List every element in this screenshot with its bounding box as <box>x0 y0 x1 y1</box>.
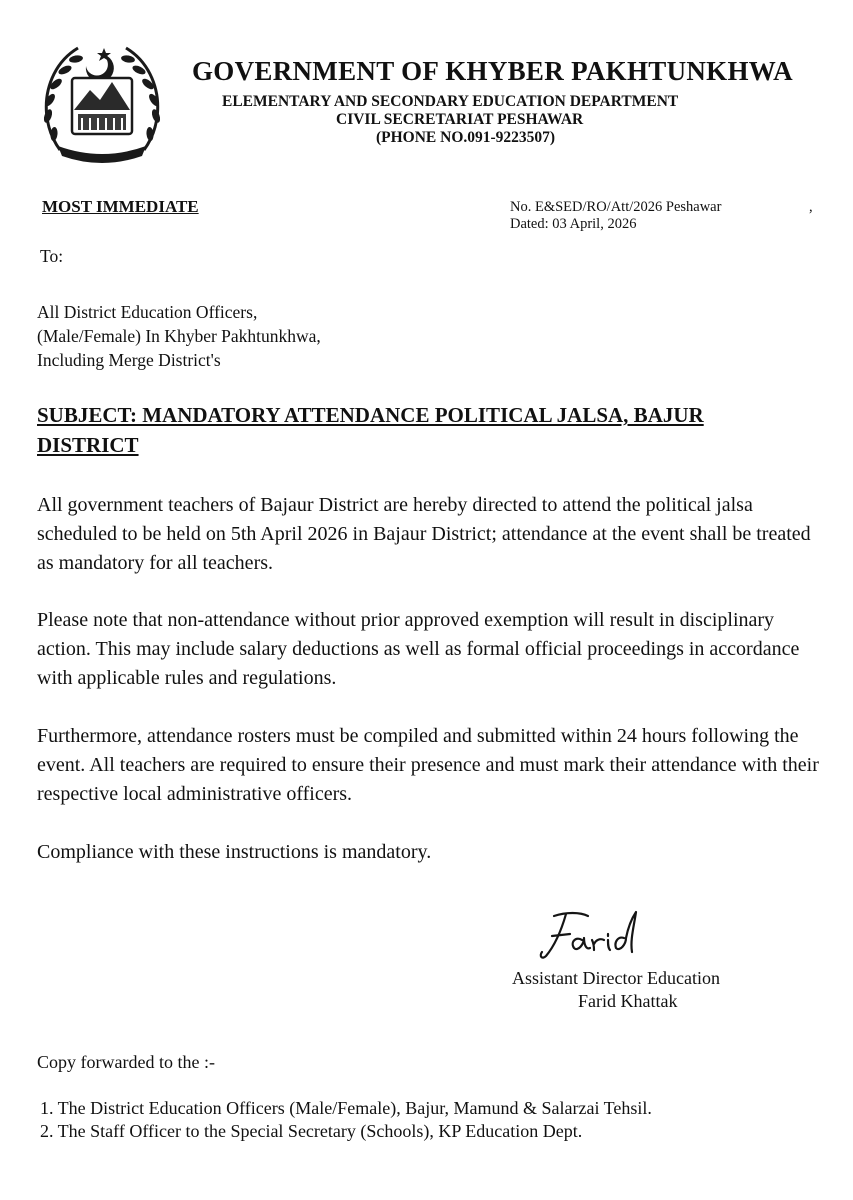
to-label: To: <box>40 246 64 266</box>
subject-line-2: DISTRICT <box>37 433 139 457</box>
copy-forwarded-item: 2. The Staff Officer to the Special Secretary (Schools), KP Education Dept. <box>40 1121 583 1141</box>
reference-comma: , <box>809 199 813 215</box>
subject-line-1: SUBJECT: MANDATORY ATTENDANCE POLITICAL JALSA, BAJUR <box>37 403 704 427</box>
copy-forwarded-heading: Copy forwarded to the :- <box>37 1052 215 1072</box>
body-paragraph: Compliance with these instructions is mandatory. <box>37 841 432 863</box>
government-emblem-icon <box>38 38 166 166</box>
department-name: ELEMENTARY AND SECONDARY EDUCATION DEPARTMENT <box>222 93 679 110</box>
recipient-line: Including Merge District's <box>37 350 221 370</box>
body-paragraph: All government teachers of Bajaur District are hereby directed to attend the political jalsa scheduled to be held on 5th April 2026 in Bajaur District; attendance at the event shall be treated as mandatory for all teachers. <box>37 494 811 574</box>
reference-date: Dated: 03 April, 2026 <box>510 216 637 232</box>
copy-forwarded-item: 1. The District Education Officers (Male/Female), Bajur, Mamund & Salarzai Tehsil. <box>40 1098 652 1118</box>
government-title: GOVERNMENT OF KHYBER PAKHTUNKHWA <box>192 56 793 86</box>
signatory-role: Assistant Director Education <box>512 968 720 988</box>
recipient-line: All District Education Officers, <box>37 302 258 322</box>
subject-heading <box>37 400 704 460</box>
office-name: CIVIL SECRETARIAT PESHAWAR <box>336 111 584 128</box>
phone-number: (PHONE NO.091-9223507) <box>376 129 556 146</box>
body-paragraph: Furthermore, attendance rosters must be compiled and submitted within 24 hours following the event. All teachers are required to ensure their presence and must mark their attendance with their respective local administrative officers. <box>37 725 819 805</box>
recipient-line: (Male/Female) In Khyber Pakhtunkhwa, <box>37 326 321 346</box>
priority-label: MOST IMMEDIATE <box>42 197 199 216</box>
signatory-name: Farid Khattak <box>578 991 678 1011</box>
reference-number: No. E&SED/RO/Att/2026 Peshawar <box>510 199 722 215</box>
handwritten-signature <box>536 906 646 964</box>
body-paragraph: Please note that non-attendance without prior approved exemption will result in disciplinary action. This may include salary deductions as well as formal official proceedings in accordance with applicable rules and regulations. <box>37 609 800 689</box>
